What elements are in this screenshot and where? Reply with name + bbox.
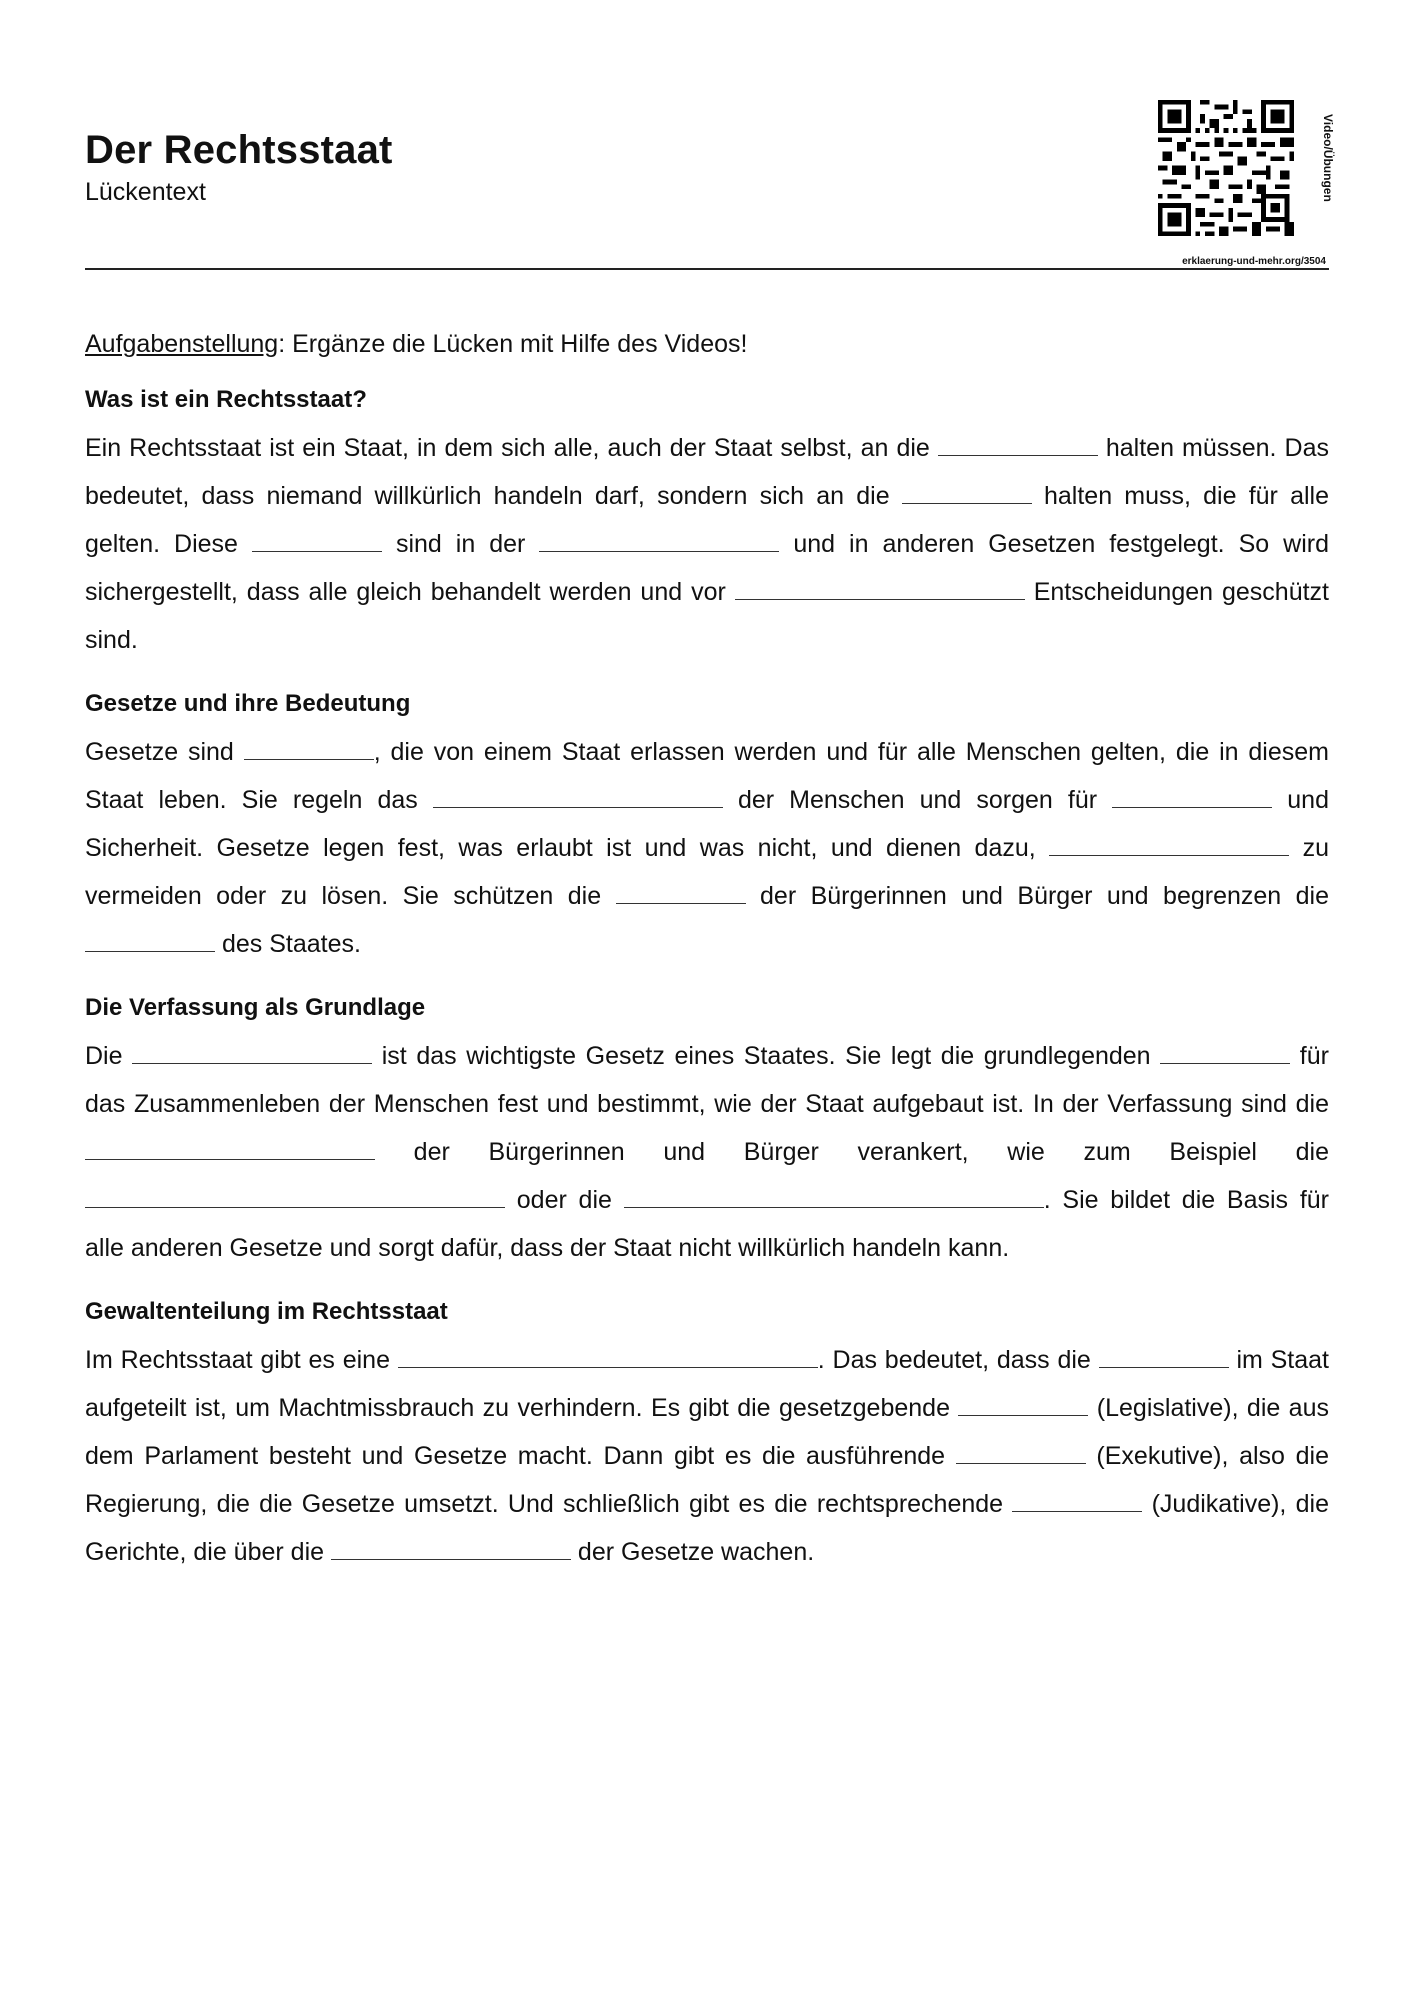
blank-field[interactable] <box>1160 1041 1290 1064</box>
text-segment: . Sie bildet die Basis für alle anderen Gesetze und sorgt dafür, dass der Staat nicht willkürlich handeln kann. <box>85 1186 1329 1262</box>
blank-field[interactable] <box>85 929 215 952</box>
header-divider <box>85 268 1329 270</box>
section-text <box>85 1032 1329 1272</box>
blank-field[interactable] <box>85 1137 375 1160</box>
task-label: Aufgabenstellung <box>85 330 279 358</box>
text-segment: halten muss, die für alle gelten. Diese <box>85 482 1329 558</box>
task-text: : Ergänze die Lücken mit Hilfe des Videos! <box>278 330 748 358</box>
text-segment: (Legislative), die aus dem Parlament besteht und Gesetze macht. Dann gibt es die ausführende <box>85 1394 1329 1470</box>
text-segment: sind in der <box>381 530 540 558</box>
worksheet-body <box>85 320 1329 1592</box>
text-segment: Im Rechtsstaat gibt es eine <box>85 1346 398 1374</box>
blank-field[interactable] <box>735 577 1025 600</box>
text-segment: der Gesetze wachen. <box>570 1538 815 1566</box>
source-url[interactable]: erklaerung-und-mehr.org/3504 <box>1182 256 1326 267</box>
blank-field[interactable] <box>1112 785 1272 808</box>
text-segment: der Bürgerinnen und Bürger verankert, wie zum Beispiel die <box>375 1138 1329 1166</box>
page-subtitle: Lückentext <box>85 178 206 206</box>
text-segment: (Judikative), die Gerichte, die über die <box>85 1490 1329 1566</box>
blank-field[interactable] <box>433 785 723 808</box>
blank-field[interactable] <box>958 1393 1088 1416</box>
blank-field[interactable] <box>902 481 1032 504</box>
text-segment: und in anderen Gesetzen festgelegt. So wird sichergestellt, dass alle gleich behandelt werden und vor <box>85 530 1329 606</box>
text-segment: oder die <box>505 1186 624 1214</box>
blank-field[interactable] <box>252 529 382 552</box>
text-segment: ist das wichtigste Gesetz eines Staates. Sie legt die grundlegenden <box>372 1042 1161 1070</box>
section-heading: Gewaltenteilung im Rechtsstaat <box>85 1298 448 1325</box>
blank-field[interactable] <box>938 433 1098 456</box>
text-segment: der Bürgerinnen und Bürger und begrenzen die <box>745 882 1329 910</box>
text-segment: des Staates. <box>215 930 361 958</box>
blank-field[interactable] <box>624 1185 1044 1208</box>
qr-code-icon[interactable] <box>1158 100 1294 236</box>
section-text <box>85 728 1329 968</box>
blank-field[interactable] <box>956 1441 1086 1464</box>
section-heading: Die Verfassung als Grundlage <box>85 994 426 1021</box>
blank-field[interactable] <box>244 737 374 760</box>
blank-field[interactable] <box>1012 1489 1142 1512</box>
text-segment: und Sicherheit. Gesetze legen fest, was erlaubt ist und was nicht, und dienen dazu, <box>85 786 1329 862</box>
text-segment: , die von einem Staat erlassen werden und für alle Menschen gelten, die in diesem Staat leben. Sie regeln das <box>85 738 1329 814</box>
text-segment: Die <box>85 1042 133 1070</box>
text-segment: (Exekutive), also die Regierung, die die Gesetze umsetzt. Und schließlich gibt es die rechtsprechende <box>85 1442 1329 1518</box>
blank-field[interactable] <box>85 1185 505 1208</box>
text-segment: Ein Rechtsstaat ist ein Staat, in dem sich alle, auch der Staat selbst, an die <box>85 434 938 462</box>
text-segment: halten müssen. Das bedeutet, dass niemand willkürlich handeln darf, sondern sich an die <box>85 434 1329 510</box>
qr-caption: Video/Übungen <box>1321 114 1335 202</box>
blank-field[interactable] <box>398 1345 818 1368</box>
text-segment: der Menschen und sorgen für <box>722 786 1113 814</box>
section-text <box>85 424 1329 664</box>
text-segment: . Das bedeutet, dass die <box>817 1346 1099 1374</box>
blank-field[interactable] <box>331 1537 571 1560</box>
section-heading: Gesetze und ihre Bedeutung <box>85 690 411 717</box>
blank-field[interactable] <box>1099 1345 1229 1368</box>
blank-field[interactable] <box>1049 833 1289 856</box>
page-title: Der Rechtsstaat <box>85 128 393 172</box>
text-segment: Gesetze sind <box>85 738 244 766</box>
text-segment: zu vermeiden oder zu lösen. Sie schützen die <box>85 834 1330 910</box>
blank-field[interactable] <box>539 529 779 552</box>
text-segment: Entscheidungen geschützt sind. <box>85 578 1330 654</box>
task-instruction <box>85 320 1329 368</box>
blank-field[interactable] <box>616 881 746 904</box>
blank-field[interactable] <box>132 1041 372 1064</box>
text-segment: im Staat aufgeteilt ist, um Machtmissbrauch zu verhindern. Es gibt die gesetzgebende <box>85 1346 1330 1422</box>
section-heading: Was ist ein Rechtsstaat? <box>85 386 367 413</box>
section-text <box>85 1336 1329 1576</box>
header <box>85 128 393 207</box>
text-segment: für das Zusammenleben der Menschen fest und bestimmt, wie der Staat aufgebaut ist. In der Verfassung sind die <box>85 1042 1329 1118</box>
